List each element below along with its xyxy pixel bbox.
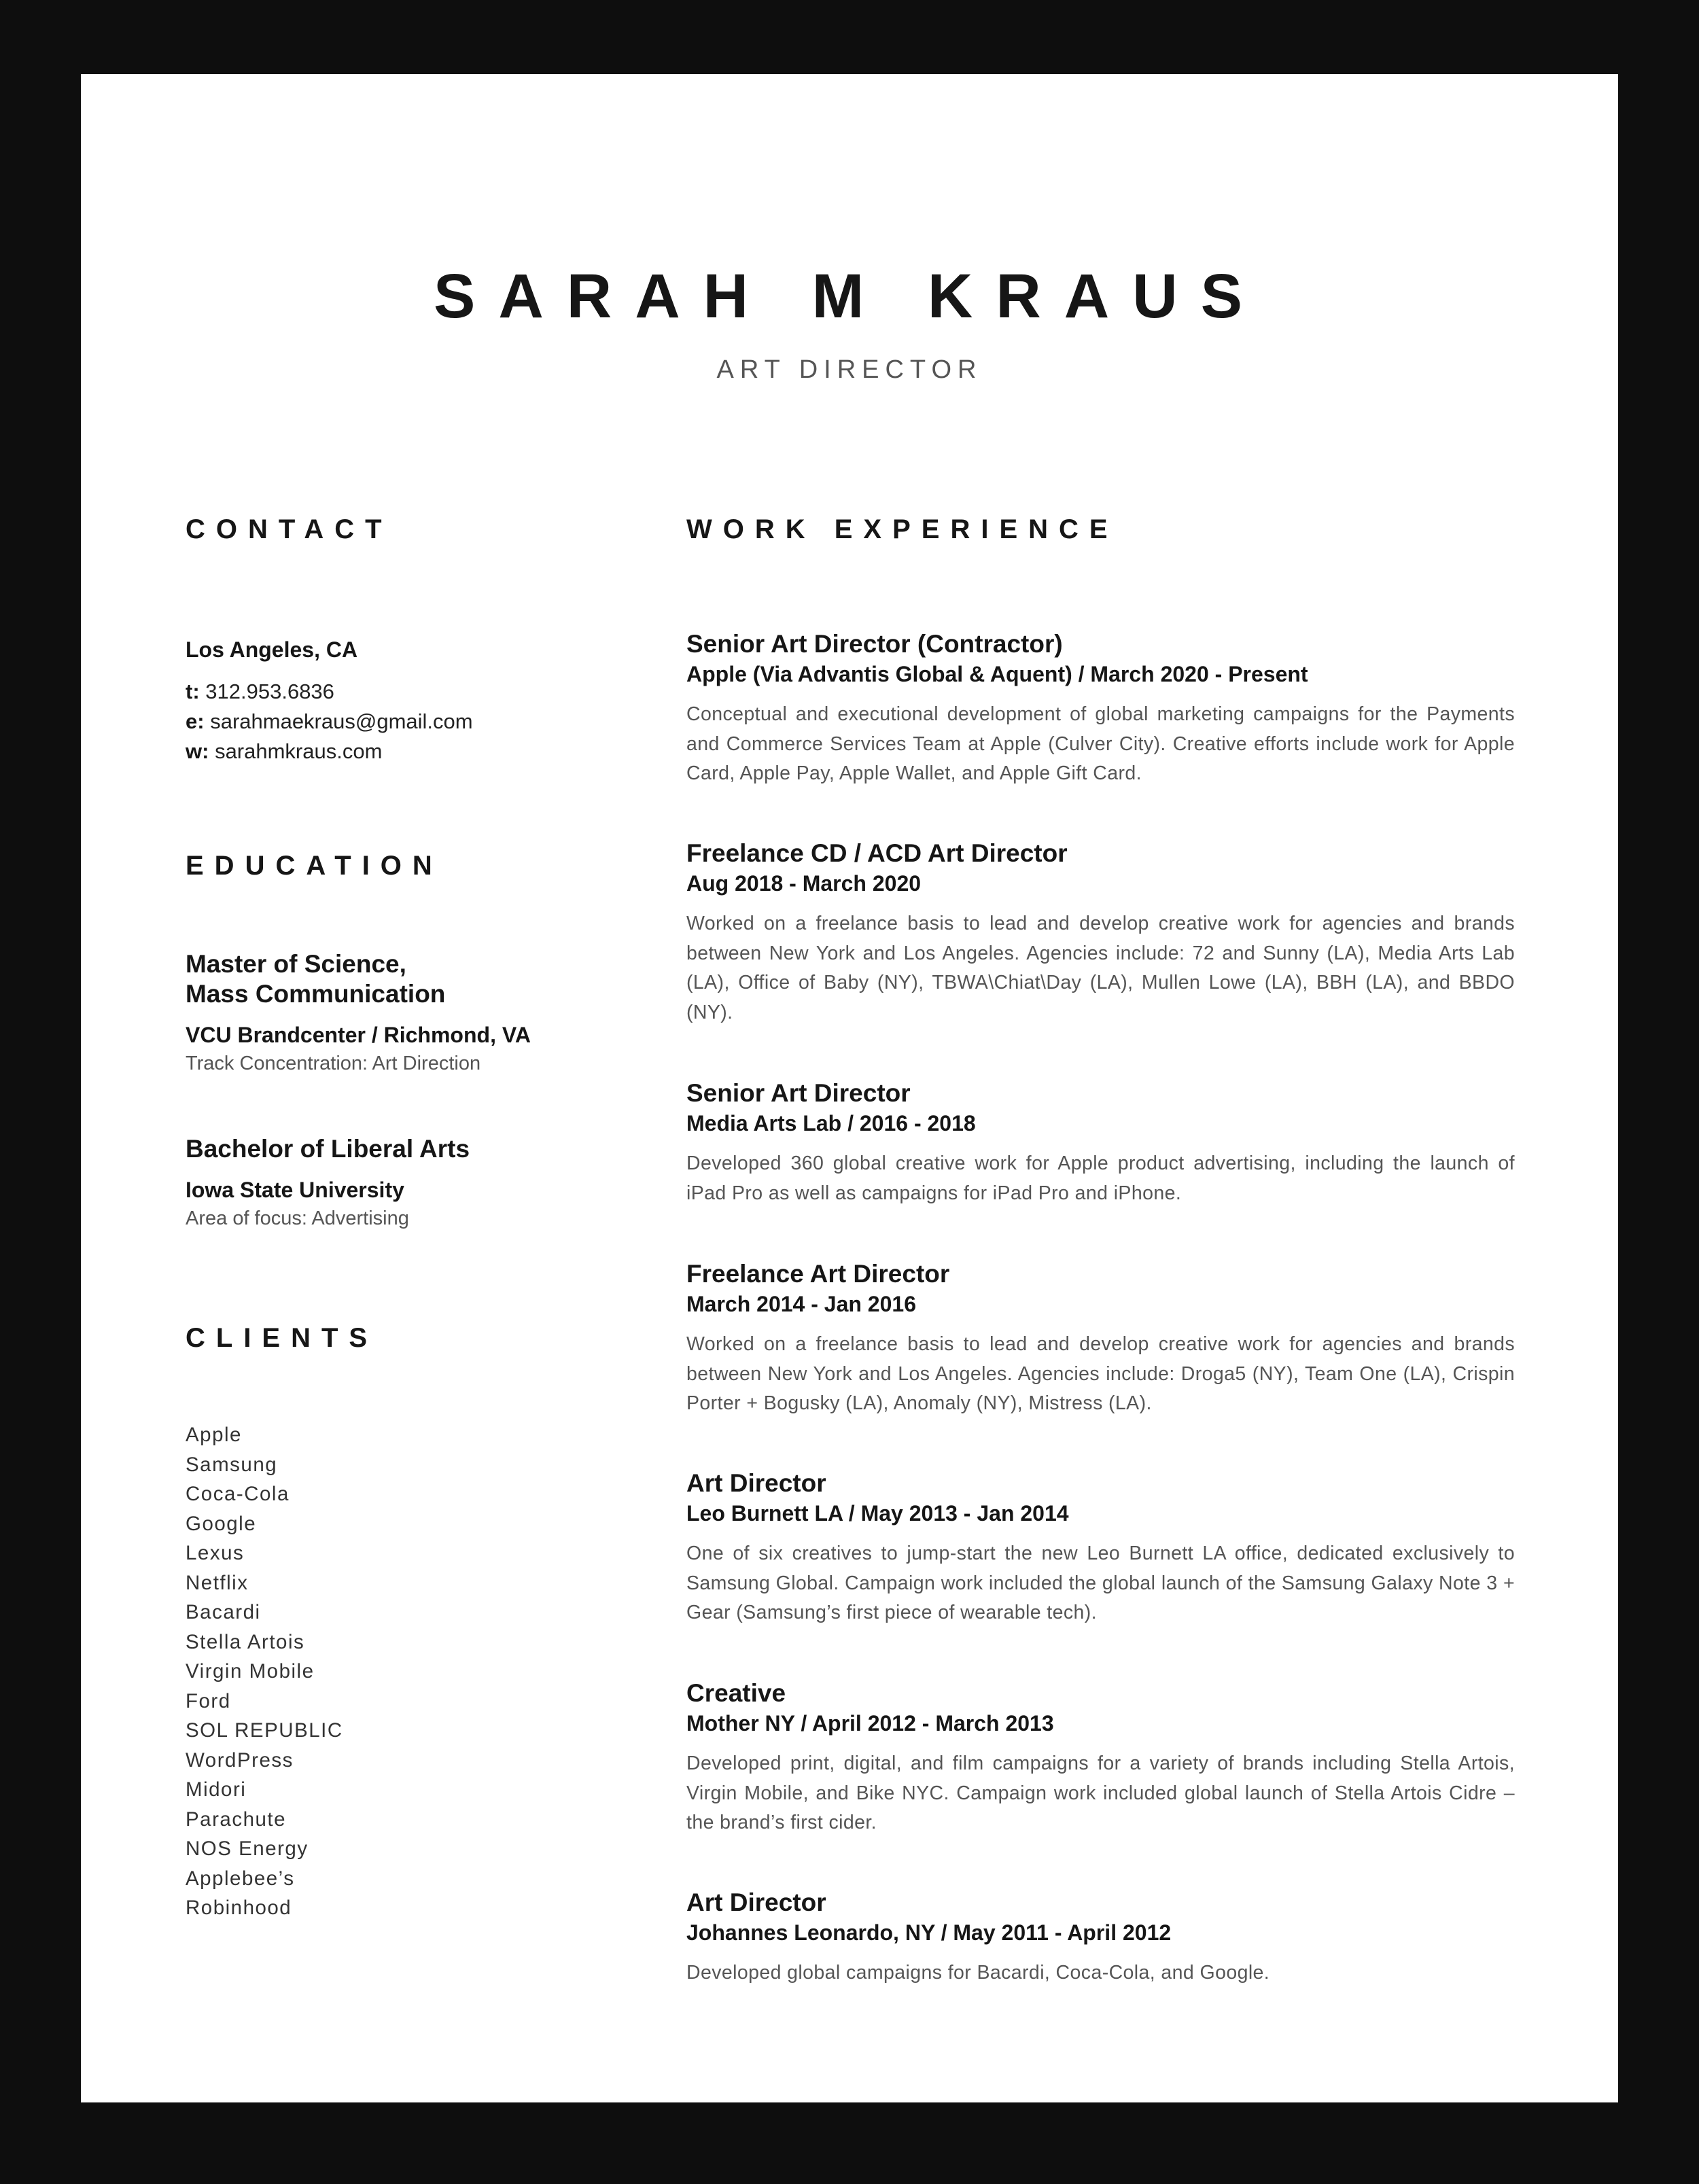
job-description: Developed 360 global creative work for Apple product advertising, including the launch of iPad Pro as well as campaigns for iPad Pro and iPhone. (686, 1152, 1515, 1204)
clients-heading: CLIENTS (186, 1323, 379, 1353)
education-school: Iowa State University (186, 1178, 404, 1202)
education-degree: Bachelor of Liberal Arts (186, 1135, 470, 1163)
clients-list (186, 1420, 620, 1923)
job-employer-dates: Media Arts Lab / 2016 - 2018 (686, 1111, 976, 1135)
contact-web-row (186, 737, 620, 767)
client-item: Applebee’s (186, 1867, 295, 1890)
client-item: Bacardi (186, 1601, 261, 1623)
candidate-title: ART DIRECTOR (716, 355, 983, 384)
client-item: Netflix (186, 1571, 249, 1594)
contact-phone-row (186, 677, 620, 707)
job-title: Senior Art Director (Contractor) (686, 630, 1063, 658)
job-description: Developed print, digital, and film campaigns for a variety of brands including Stella Artois, Virgin Mobile, and Bike NYC. Campaign work included global launch of Stella Artois Cidre – the brand’s first cider. (686, 1753, 1515, 1833)
work-experience-heading: WORK EXPERIENCE (686, 514, 1119, 544)
contact-website[interactable]: sarahmkraus.com (215, 739, 383, 763)
client-item: Midori (186, 1778, 247, 1801)
client-item: Lexus (186, 1542, 245, 1564)
job-title: Freelance Art Director (686, 1260, 950, 1288)
client-item: WordPress (186, 1748, 294, 1772)
education-note: Area of focus: Advertising (186, 1208, 409, 1229)
job-entry (686, 839, 1515, 1027)
job-entry (686, 629, 1515, 789)
education-note: Track Concentration: Art Direction (186, 1053, 481, 1074)
job-entry (686, 1078, 1515, 1208)
job-title: Senior Art Director (686, 1079, 911, 1107)
job-title: Art Director (686, 1888, 826, 1916)
job-employer-dates: Aug 2018 - March 2020 (686, 871, 922, 896)
job-description: Conceptual and executional development of global marketing campaigns for the Payments and Commerce Services Team at Apple (Culver City). Creative efforts include work for Apple Card, Apple Pay, Apple Wallet, and Apple Gift Card. (686, 703, 1515, 784)
contact-heading: CONTACT (186, 514, 393, 544)
client-item: Parachute (186, 1808, 286, 1831)
job-description: One of six creatives to jump-start the new Leo Burnett LA office, dedicated exclusively to Samsung Global. Campaign work included the global launch of the Samsung Galaxy Note 3 + Gear (Samsung’s first piece of wearable tech). (686, 1543, 1515, 1623)
client-item: NOS Energy (186, 1837, 309, 1860)
job-employer-dates: Mother NY / April 2012 - March 2013 (686, 1711, 1054, 1736)
work-experience-list (686, 629, 1515, 2056)
client-item: Google (186, 1512, 257, 1535)
job-entry (686, 1678, 1515, 1838)
client-item: Coca-Cola (186, 1483, 290, 1505)
client-item: Samsung (186, 1453, 278, 1476)
job-description: Worked on a freelance basis to lead and develop creative work for agencies and brands between New York and Los Angeles. Agencies include: 72 and Sunny (LA), Media Arts Lab (LA), Office of Baby (NY), TBWA\Chiat\Day (LA), Mullen Lowe (LA), BBH (LA), and BBDO (NY). (686, 913, 1515, 1023)
education-item (186, 1134, 620, 1232)
education-school: VCU Brandcenter / Richmond, VA (186, 1023, 531, 1047)
contact-block (186, 635, 620, 767)
education-item (186, 949, 620, 1077)
phone-label: t: (186, 680, 200, 703)
candidate-name: SARAH M KRAUS (434, 262, 1265, 331)
client-item: Virgin Mobile (186, 1660, 315, 1683)
job-description: Worked on a freelance basis to lead and develop creative work for agencies and brands between New York and Los Angeles. Agencies include: Droga5 (NY), Team One (LA), Crispin Porter + Bogusky (LA), Anomaly (NY), Mistress (LA). (686, 1333, 1515, 1414)
education-heading: EDUCATION (186, 851, 443, 881)
web-label: w: (186, 739, 209, 763)
job-employer-dates: Leo Burnett LA / May 2013 - Jan 2014 (686, 1501, 1069, 1526)
contact-location: Los Angeles, CA (186, 637, 358, 662)
education-degree: Master of Science, (186, 950, 406, 978)
client-item: Ford (186, 1689, 231, 1712)
job-title: Freelance CD / ACD Art Director (686, 839, 1068, 867)
contact-phone[interactable]: 312.953.6836 (205, 680, 334, 703)
job-title: Creative (686, 1679, 786, 1707)
job-description: Developed global campaigns for Bacardi, Coca-Cola, and Google. (686, 1962, 1270, 1984)
client-item: Stella Artois (186, 1630, 305, 1653)
job-employer-dates: March 2014 - Jan 2016 (686, 1292, 916, 1316)
client-item: Apple (186, 1424, 242, 1446)
education-degree-field: Mass Communication (186, 980, 446, 1008)
contact-email[interactable]: sarahmaekraus@gmail.com (210, 709, 473, 733)
client-item: SOL REPUBLIC (186, 1719, 343, 1742)
contact-email-row (186, 707, 620, 737)
email-label: e: (186, 709, 205, 733)
job-entry (686, 1888, 1515, 1988)
client-item: Robinhood (186, 1897, 292, 1919)
job-entry (686, 1468, 1515, 1628)
resume-page (81, 74, 1618, 2102)
job-entry (686, 1259, 1515, 1419)
job-employer-dates: Apple (Via Advantis Global & Aquent) / March 2020 - Present (686, 662, 1308, 686)
job-title: Art Director (686, 1469, 826, 1497)
job-employer-dates: Johannes Leonardo, NY / May 2011 - April 2012 (686, 1920, 1172, 1945)
